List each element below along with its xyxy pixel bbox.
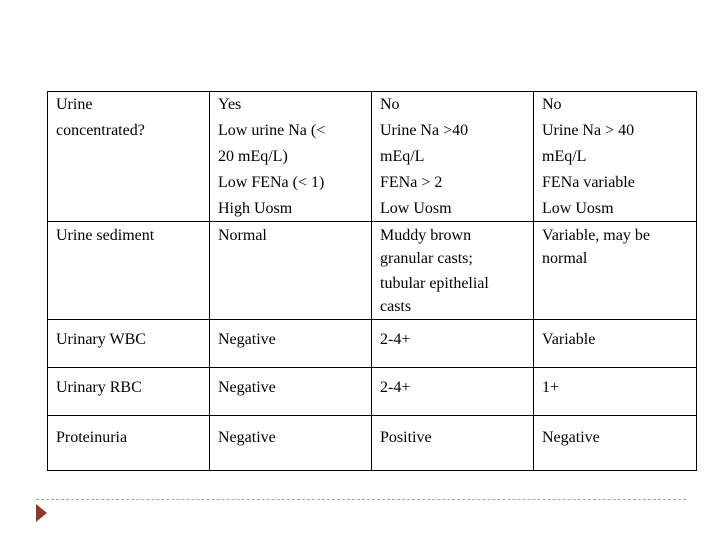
cell-text: FENa > 2	[380, 174, 443, 191]
row-label-cell	[48, 92, 210, 222]
comparison-table	[47, 91, 697, 471]
cell-text: granular casts;	[380, 250, 473, 267]
cell-text: Urine sediment	[56, 227, 155, 244]
cell-text: Urine	[56, 96, 93, 113]
footer-divider	[36, 499, 686, 500]
cell-text: Negative	[218, 429, 276, 446]
table-cell	[534, 368, 697, 416]
cell-text: Muddy brown	[380, 227, 472, 244]
table-cell	[210, 222, 372, 320]
cell-text: Low Uosm	[542, 200, 614, 217]
cell-text: Yes	[218, 96, 242, 113]
cell-text: concentrated?	[56, 122, 145, 139]
cell-text: Low urine Na (<	[218, 122, 326, 139]
cell-text: Urinary RBC	[56, 378, 142, 396]
cell-text: Low Uosm	[380, 200, 452, 217]
row-label-cell	[48, 222, 210, 320]
table-cell	[372, 368, 534, 416]
table-cell	[534, 416, 697, 471]
cell-text: Urine Na > 40	[542, 122, 635, 139]
cell-text: Low FENa (< 1)	[218, 174, 325, 191]
cell-text: normal	[542, 250, 588, 267]
table-cell	[372, 222, 534, 320]
row-label-cell	[48, 416, 210, 471]
table-row	[48, 368, 697, 416]
table-row	[48, 222, 697, 320]
cell-text: Negative	[218, 330, 276, 348]
cell-text: 20 mEq/L)	[218, 148, 288, 165]
cell-text: 2-4+	[380, 378, 411, 396]
table-cell	[372, 92, 534, 222]
cell-text: Positive	[380, 429, 432, 446]
table-cell	[372, 416, 534, 471]
table-row	[48, 416, 697, 471]
cell-text: Normal	[218, 227, 267, 244]
cell-text: No	[542, 96, 562, 113]
cell-text: 2-4+	[380, 330, 411, 348]
cell-text: Urinary WBC	[56, 330, 146, 348]
cell-text: casts	[380, 298, 412, 315]
table-cell	[210, 416, 372, 471]
triangle-right-icon	[36, 504, 47, 522]
table-row	[48, 320, 697, 368]
cell-text: High Uosm	[218, 200, 293, 217]
table-row	[48, 92, 697, 222]
cell-text: FENa variable	[542, 174, 635, 191]
cell-text: 1+	[542, 378, 560, 396]
cell-text: Variable, may be	[542, 227, 650, 244]
cell-text: Negative	[542, 429, 600, 446]
cell-text: No	[380, 96, 400, 113]
cell-text: tubular epithelial	[380, 275, 489, 292]
cell-text: Proteinuria	[56, 429, 128, 446]
cell-text: mEq/L	[542, 148, 587, 165]
table-cell	[534, 320, 697, 368]
cell-text: Variable	[542, 330, 596, 348]
table-cell	[210, 92, 372, 222]
row-label-cell	[48, 320, 210, 368]
table-cell	[534, 222, 697, 320]
table-cell	[210, 320, 372, 368]
cell-text: Negative	[218, 378, 276, 396]
table-cell	[534, 92, 697, 222]
row-label-cell	[48, 368, 210, 416]
table-cell	[372, 320, 534, 368]
cell-text: Urine Na >40	[380, 122, 469, 139]
cell-text: mEq/L	[380, 148, 425, 165]
table-cell	[210, 368, 372, 416]
